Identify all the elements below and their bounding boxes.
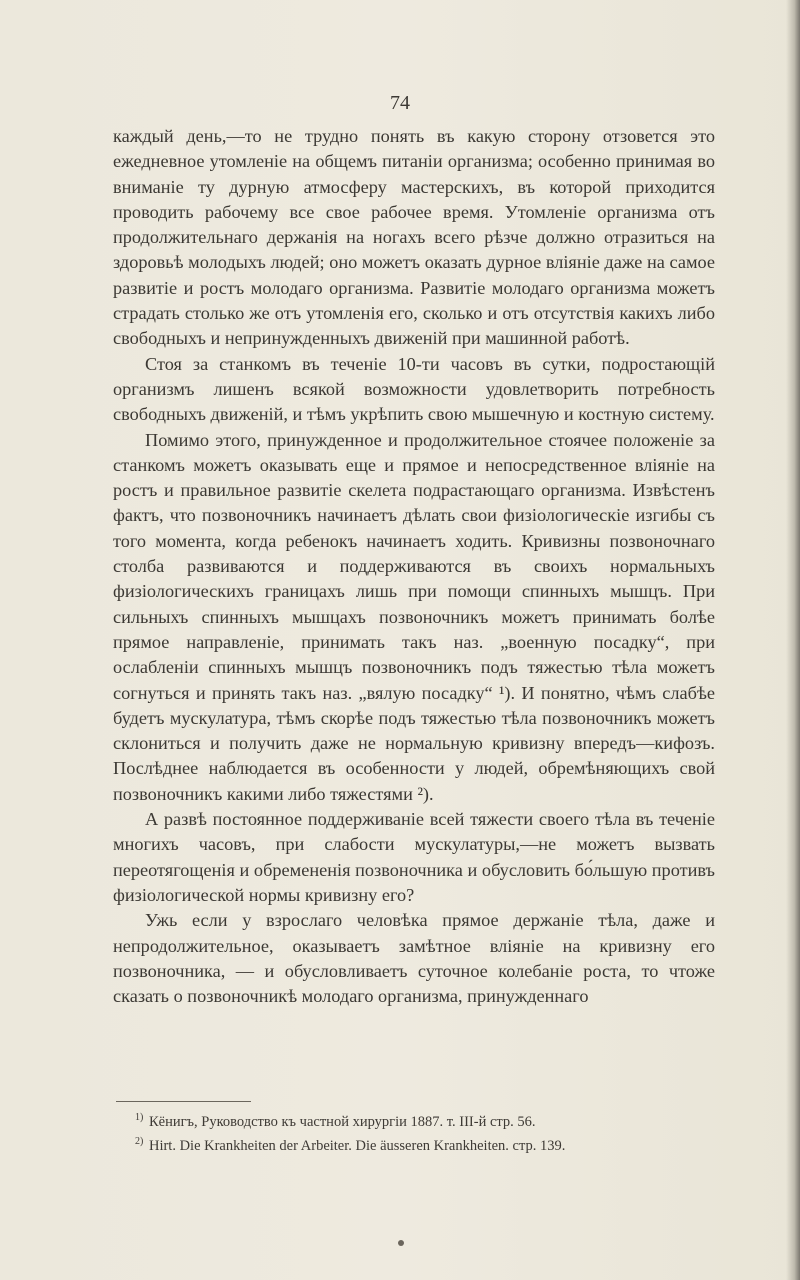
ink-speck <box>398 1240 404 1246</box>
footnote <box>113 1108 715 1132</box>
paragraph: Ужь если у взрослаго человѣка прямое держаніе тѣла, даже и непродолжительное, оказываетъ замѣтное вліяніе на кривизну его позвоночника, — и обусловливаетъ суточное колебаніе роста, то чтоже сказать о позвоночникѣ молодаго организма, принужденнаго <box>113 910 715 1007</box>
footnote-divider <box>116 1101 251 1102</box>
main-text <box>113 124 715 1009</box>
paragraph: Помимо этого, принужденное и продолжительное стоячее положеніе за станкомъ можетъ оказывать еще и прямое и непосредственное вліяніе на ростъ и правильное развитіе скелета подрастающаго организма. Извѣстенъ фактъ, что позвоночникъ начинаетъ дѣлать свои физіологическіе изгибы съ того момента, когда ребенокъ начинаетъ ходить. Кривизны позвоночнаго столба развиваются и поддерживаются въ своихъ нормальныхъ физіологическихъ границахъ лишь при помощи спинныхъ мышцъ. При сильныхъ спинныхъ мышцахъ позвоночникъ можетъ принимать болѣе прямое направленіе, принимать такъ наз. „военную посадку“, при ослабленіи спинныхъ мышцъ позвоночникъ подъ тяжестью тѣла можетъ согнуться и принять такъ наз. „вялую посадку“ ¹). И понятно, чѣмъ слабѣе будетъ мускулатура, тѣмъ скорѣе подъ тяжестью тѣла позвоночникъ можетъ склониться и получить даже не нормальную кривизну впередъ—кифозъ. Послѣднее наблюдается въ особенности у людей, обремѣняющихъ свой позвоночникъ какими либо тяжестями ²). <box>113 429 715 804</box>
footnote-text: Hirt. Die Krankheiten der Arbeiter. Die äusseren Krankheiten. стр. 139. <box>148 1137 566 1154</box>
paragraph: каждый день,—то не трудно понять въ какую сторону отзовется это ежедневное утомленіе на общемъ питаніи организма; особенно принимая во вниманіе ту дурную атмосферу мастерскихъ, въ которой приходится проводить рабочему все свое рабочее время. Утомленіе организма отъ продолжительнаго держанія на ногахъ всего рѣзче должно отразиться на здоровьѣ молодыхъ людей; оно можетъ оказать дурное вліяніе даже на самое развитіе и ростъ молодаго организма. Развитіе молодаго организма можетъ страдать столько же отъ утомленія его, сколько и отъ отсутствія какихъ либо свободныхъ и непринужденныхъ движеній при машинной работѣ. <box>113 126 715 349</box>
footnote-mark: 1) <box>135 1112 144 1123</box>
footnote-text: Кёнигъ, Руководство къ частной хирургіи 1887. т. III-й стр. 56. <box>148 1113 536 1130</box>
paragraph: Стоя за станкомъ въ теченіе 10-ти часовъ въ сутки, подростающій организмъ лишенъ всякой возможности удовлетворить потребность свободныхъ движеній, и тѣмъ укрѣпить свою мышечную и костную систему. <box>113 353 715 425</box>
paragraph: А развѣ постоянное поддерживаніе всей тяжести своего тѣла въ теченіе многихъ часовъ, при слабости мускулатуры,—не можетъ вызвать переотягощенія и обремененія позвоночника и обусловить бо́льшую противъ физіологической нормы кривизну его? <box>113 809 715 905</box>
page-edge-shadow <box>786 0 800 1280</box>
footnote <box>113 1132 715 1156</box>
page-number: 74 <box>390 92 410 114</box>
footnotes <box>113 1108 715 1156</box>
footnote-mark: 2) <box>135 1135 144 1147</box>
